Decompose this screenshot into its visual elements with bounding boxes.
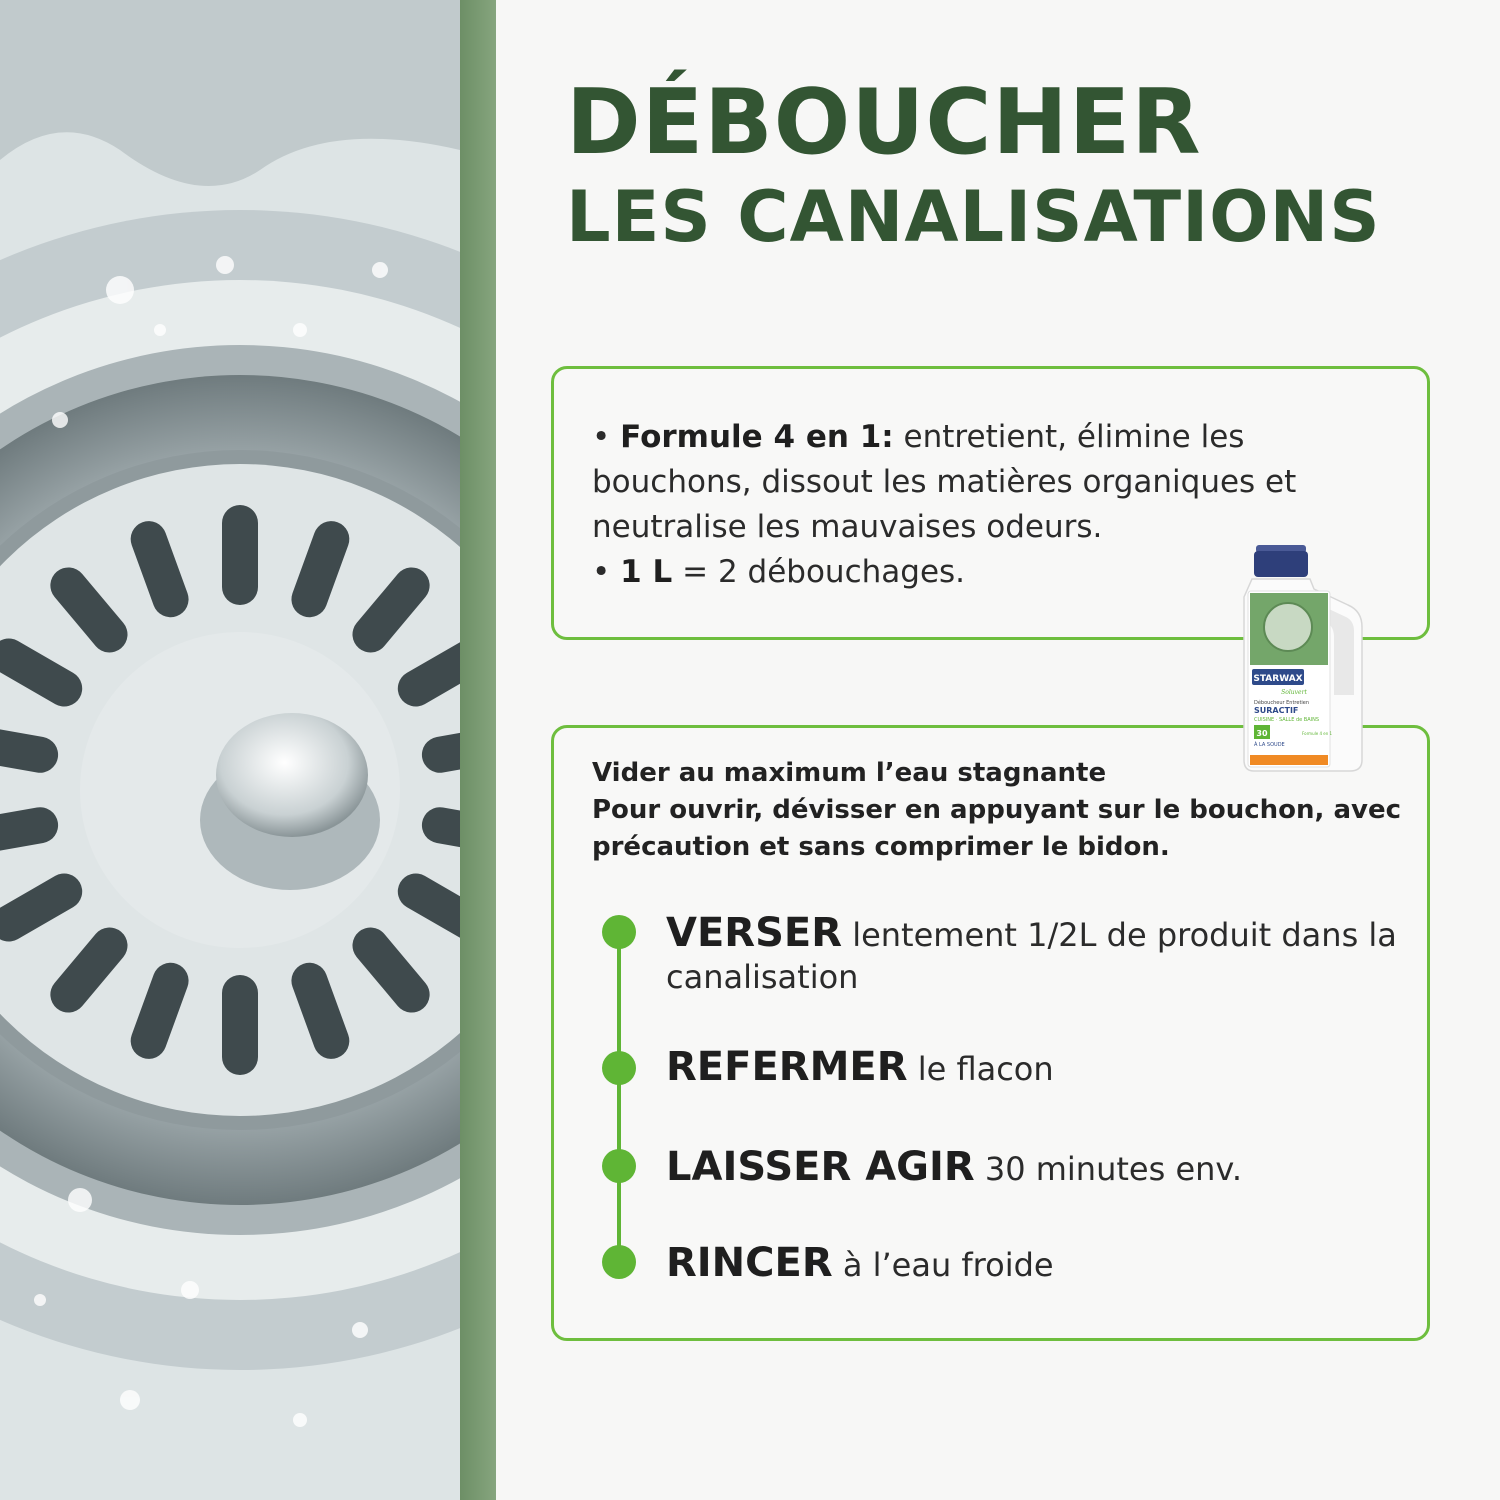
product-usage: CUISINE · SALLE de BAINS: [1254, 717, 1320, 723]
step-verb: RINCER: [666, 1240, 833, 1286]
feature-text: = 2 débouchages.: [672, 554, 966, 590]
feature-text: entretient, élimine les bouchons, dissout les matières organiques et neutralise les mauvaises odeurs.: [592, 419, 1297, 545]
product-badge-number: 30: [1256, 729, 1268, 738]
timeline-dot-icon: [602, 1051, 636, 1085]
timeline-dot-icon: [602, 915, 636, 949]
step-verb: VERSER: [666, 910, 843, 956]
product-name: Déboucheur Entretien: [1254, 700, 1310, 706]
step-text: lentement 1/2L de produit dans la canalisation: [666, 916, 1397, 996]
feature-item: [592, 415, 1392, 550]
step-item: [666, 1046, 1416, 1090]
label-drain-icon: [1264, 603, 1312, 651]
sink-drain-illustration: [0, 0, 460, 1500]
instruction-line: Vider au maximum l’eau stagnante: [592, 758, 1107, 788]
step-verb: LAISSER AGIR: [666, 1144, 975, 1190]
step-verb: REFERMER: [666, 1044, 908, 1090]
bottle-cap: [1254, 551, 1308, 577]
product-bottle-image: [1238, 545, 1370, 777]
label-orange-band: [1250, 755, 1328, 765]
feature-bold: Formule 4 en 1:: [620, 419, 894, 455]
page-title: DÉBOUCHER: [566, 70, 1202, 175]
feature-bullet: •: [592, 554, 611, 590]
product-sub-brand: Soluvert: [1281, 689, 1307, 696]
feature-bullet: •: [592, 419, 611, 455]
step-item: [666, 1242, 1416, 1286]
product-base: À LA SOUDE: [1254, 742, 1285, 748]
step-text: à l’eau froide: [832, 1246, 1054, 1284]
timeline-line: [617, 935, 621, 1265]
instruction-line: Pour ouvrir, dévisser en appuyant sur le bouchon, avec précaution et sans comprimer le bidon.: [592, 795, 1402, 862]
sidebar-divider: [460, 0, 496, 1500]
step-item: [666, 1146, 1416, 1190]
product-type: SURACTIF: [1254, 706, 1299, 715]
instructions-card: [551, 725, 1430, 1341]
timeline-dot-icon: [602, 1149, 636, 1183]
timeline-dot-icon: [602, 1245, 636, 1279]
product-brand: STARWAX: [1253, 674, 1303, 684]
sink-drain-photo: [0, 0, 460, 1500]
page-subtitle: LES CANALISATIONS: [566, 176, 1381, 258]
feature-bold: 1 L: [620, 554, 673, 590]
step-item: [666, 912, 1416, 998]
step-text: le flacon: [907, 1050, 1054, 1088]
product-formula: Formule 4 en 1: [1302, 731, 1333, 736]
step-text: 30 minutes env.: [974, 1150, 1243, 1188]
